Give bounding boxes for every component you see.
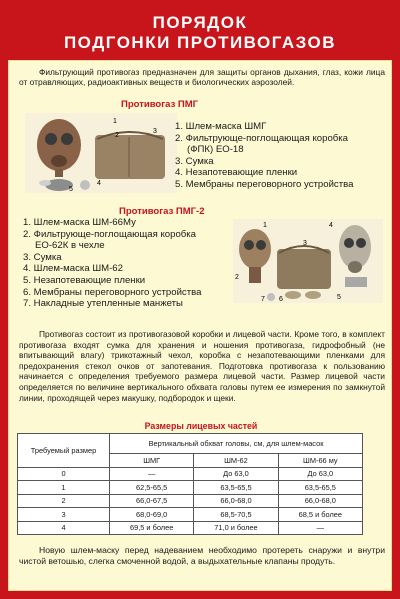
pmg2-gas-mask-photo (233, 219, 383, 303)
poster-title (34, 8, 366, 56)
value-cell: — (110, 467, 194, 481)
size-cell: 3 (18, 508, 110, 522)
table-row (18, 467, 363, 481)
pmg2-item: 2. Фильтрующе-поглощающая коробка (23, 228, 197, 240)
size-cell: 2 (18, 494, 110, 508)
value-cell: 68,5 и более (278, 508, 362, 522)
table-row (18, 508, 363, 522)
value-cell: До 63,0 (194, 467, 278, 481)
pmg-components-list (175, 121, 353, 191)
value-cell: 66,0-67,5 (110, 494, 194, 508)
pmg-item: 5. Мембраны переговорного устройства (175, 178, 354, 190)
svg-text:1: 1 (113, 118, 117, 125)
pmg2-item: 6. Мембраны переговорного устройства (23, 286, 202, 298)
pmg-item: 4. Незапотевающие пленки (175, 167, 298, 179)
value-cell: До 63,0 (278, 467, 362, 481)
value-cell: 66,0-68,0 (194, 494, 278, 508)
svg-text:1: 1 (263, 222, 267, 229)
svg-text:4: 4 (97, 180, 101, 187)
pmg2-item: 7. Накладные утепленные манжеты (23, 298, 183, 310)
svg-text:6: 6 (279, 296, 283, 303)
title-line-1: ПОРЯДОК (152, 13, 248, 32)
pmg2-components-list (23, 217, 201, 310)
value-cell: 69,5 и более (110, 521, 194, 535)
svg-text:5: 5 (69, 186, 73, 193)
value-cell: 68,0-69,0 (110, 508, 194, 522)
content-panel (8, 60, 392, 591)
table-row (18, 494, 363, 508)
footer-paragraph: Новую шлем-маску перед надеванием необходимо протереть снаружи и внутри чистой ветошью, слегка смоченной водой, а выдыхательные клапаны продуть. (19, 545, 385, 566)
sizes-table (17, 433, 363, 535)
pmg2-item: 4. Шлем-маска ШМ-62 (23, 263, 123, 275)
pmg2-title: Противогаз ПМГ-2 (119, 206, 205, 217)
col-shm66: ШМ-66 му (278, 454, 362, 468)
col-required-size: Требуемый размер (18, 434, 110, 468)
size-cell: 1 (18, 481, 110, 495)
value-cell: 66,0-68,0 (278, 494, 362, 508)
size-cell: 0 (18, 467, 110, 481)
pmg2-item: 1. Шлем-маска ШМ-66Му (23, 217, 136, 228)
value-cell: 71,0 и более (194, 521, 278, 535)
value-cell: — (278, 521, 362, 535)
table-row (18, 481, 363, 495)
svg-text:2: 2 (115, 132, 119, 139)
svg-text:5: 5 (337, 294, 341, 301)
sizes-table-title: Размеры лицевых частей (144, 421, 258, 431)
svg-text:4: 4 (329, 222, 333, 229)
title-line-2: ПОДГОНКИ ПРОТИВОГАЗОВ (63, 33, 337, 52)
pmg-title: Противогаз ПМГ (121, 99, 199, 110)
col-shmg: ШМГ (110, 454, 194, 468)
pmg-gas-mask-photo (25, 113, 177, 193)
table-header-row (18, 434, 363, 454)
table-row (18, 521, 363, 535)
pmg-item: 1. Шлем-маска ШМГ (175, 121, 267, 132)
size-cell: 4 (18, 521, 110, 535)
value-cell: 68,5-70,5 (194, 508, 278, 522)
svg-text:3: 3 (303, 240, 307, 247)
pmg-item: 2. Фильтрующе-поглощающая коробка (175, 132, 349, 144)
pmg2-item: ЕО-62К в чехле (35, 240, 105, 252)
svg-text:7: 7 (261, 296, 265, 303)
value-cell: 63,5-65,5 (278, 481, 362, 495)
svg-text:3: 3 (153, 128, 157, 135)
description-paragraph: Противогаз состоит из противогазовой коробки и лицевой части. Кроме того, в комплект противогаза входят сумка для хранения и ношения противогаза, гидрофобный (не впитывающий влагу) трикотажный чехол, коробка с незапотевающими пленками для предохранения стекол очков от запотевания. Подготовка противогаза к пользованию начинается с определения требуемого размера лицевой части. Размер лицевой части определяется по величине вертикального обхвата головы путем ее измерения по замкнутой линии, проходящей через макушку, подбородок и щеки. (19, 329, 385, 403)
intro-paragraph: Фильтрующий противогаз предназначен для защиты органов дыхания, глаз, кожи лица от отравляющих, радиоактивных веществ и биологических аэрозолей. (19, 67, 385, 88)
value-cell: 62,5-65,5 (110, 481, 194, 495)
pmg2-item: 5. Незапотевающие пленки (23, 274, 146, 286)
value-cell: 63,5-65,5 (194, 481, 278, 495)
svg-text:2: 2 (235, 274, 239, 281)
col-shm62: ШМ-62 (194, 454, 278, 468)
col-group-header: Вертикальный обхват головы, см, для шлем-масок (110, 434, 363, 454)
pmg-item: 3. Сумка (175, 155, 214, 167)
pmg2-item: 3. Сумка (23, 251, 62, 263)
pmg-item: (ФПК) ЕО-18 (187, 144, 244, 156)
